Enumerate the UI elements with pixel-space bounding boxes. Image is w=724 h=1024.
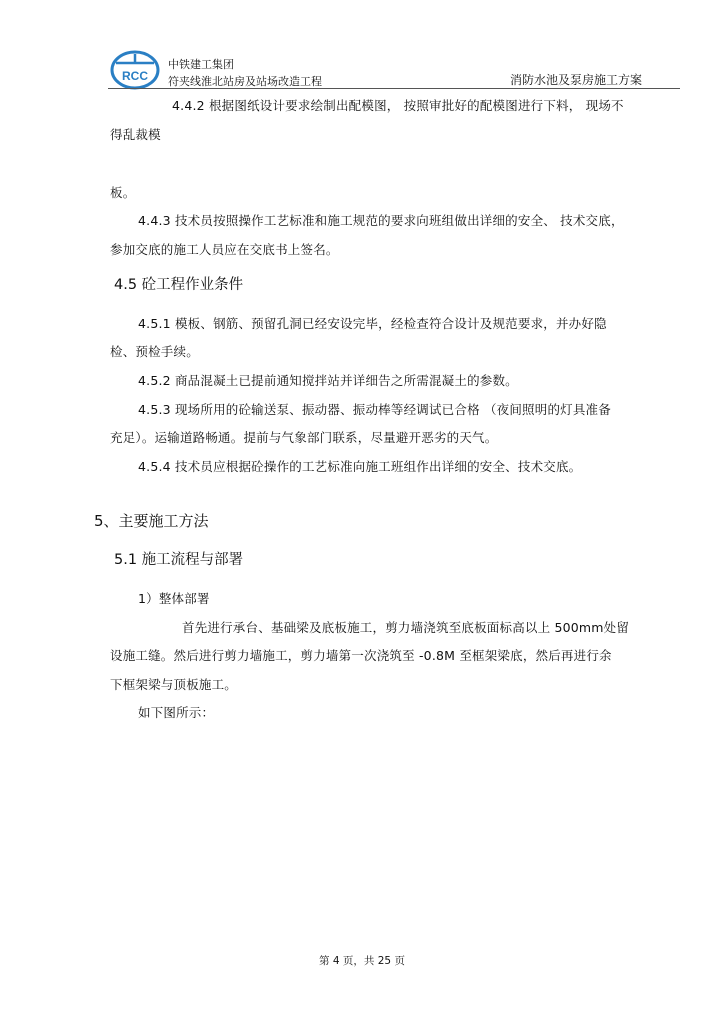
para-4-4-3-line1: 4.4.3 技术员按照操作工艺标准和施工规范的要求向班组做出详细的安全、 技术交底， — [138, 213, 624, 228]
document-title: 消防水池及泵房施工方案 — [510, 73, 643, 87]
project-name: 符夹线淮北站房及站场改造工程 — [168, 75, 322, 88]
para-deployment-line2: 设施工缝。然后进行剪力墙施工，剪力墙第一次浇筑至 -0.8M 至框架梁底，然后再进行余 — [110, 648, 612, 663]
header-divider — [108, 88, 680, 89]
page-number: 第 4 页，共 25 页 — [319, 955, 405, 967]
subheading-overall-deployment: 1）整体部署 — [138, 591, 210, 606]
para-4-4-2-line2: 得乱裁模 — [110, 127, 161, 142]
para-4-4-2-line1: 4.4.2 根据图纸设计要求绘制出配模图， 按照审批好的配模图进行下料， 现场不 — [172, 98, 624, 113]
logo-text: RCC — [122, 69, 148, 83]
heading-5-1: 5.1 施工流程与部署 — [114, 552, 244, 568]
para-deployment-line3: 下框架梁与顶板施工。 — [110, 677, 238, 692]
company-logo — [110, 50, 160, 90]
para-4-4-2-line3: 板。 — [110, 185, 136, 200]
para-4-5-3-line1: 4.5.3 现场所用的砼输送泵、振动器、振动棒等经调试已合格 （夜间照明的灯具准备 — [138, 402, 611, 417]
para-figure-intro: 如下图所示： — [138, 705, 215, 720]
para-4-5-4: 4.5.4 技术员应根据砼操作的工艺标准向施工班组作出详细的安全、技术交底。 — [138, 459, 582, 474]
para-4-5-1-line2: 检、预检手续。 — [110, 344, 199, 359]
company-name: 中铁建工集团 — [168, 58, 234, 71]
para-4-4-3-line2: 参加交底的施工人员应在交底书上签名。 — [110, 242, 339, 257]
para-4-5-1-line1: 4.5.1 模板、钢筋、预留孔洞已经安设完毕，经检查符合设计及规范要求，并办好隐 — [138, 316, 607, 331]
heading-5: 5、主要施工方法 — [94, 512, 209, 530]
para-4-5-2: 4.5.2 商品混凝土已提前通知搅拌站并详细告之所需混凝土的参数。 — [138, 373, 518, 388]
heading-4-5: 4.5 砼工程作业条件 — [114, 277, 244, 293]
para-4-5-3-line2: 充足）。运输道路畅通。提前与气象部门联系，尽量避开恶劣的天气。 — [110, 430, 498, 445]
para-deployment-line1: 首先进行承台、基础梁及底板施工，剪力墙浇筑至底板面标高以上 500mm处留 — [182, 620, 630, 635]
